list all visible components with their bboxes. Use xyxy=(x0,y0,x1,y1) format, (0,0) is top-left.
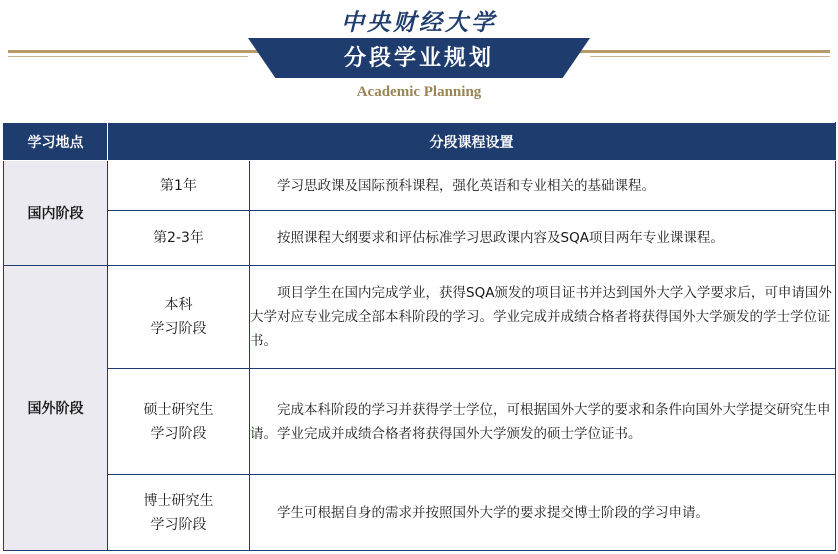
description-cell xyxy=(250,369,836,475)
decorative-thin-line-right xyxy=(590,56,830,57)
decorative-thin-line-left xyxy=(8,56,248,57)
column-header-courses: 分段课程设置 xyxy=(108,123,836,161)
decorative-line-right xyxy=(578,50,830,53)
table-row xyxy=(4,211,836,266)
description-text: 学习思政课及国际预科课程，强化英语和专业相关的基础课程。 xyxy=(277,177,655,194)
table-row xyxy=(4,161,836,211)
description-text: 按照课程大纲要求和评估标准学习思政课内容及SQA项目两年专业课课程。 xyxy=(277,230,724,246)
stage-cell: 博士研究生 学习阶段 xyxy=(108,475,250,551)
planning-table xyxy=(3,122,836,551)
location-cell: 国外阶段 xyxy=(4,266,108,551)
description-cell xyxy=(250,266,836,369)
table-header-row xyxy=(4,123,836,161)
description-cell xyxy=(250,211,836,266)
description-cell xyxy=(250,475,836,551)
stage-cell: 第2-3年 xyxy=(108,211,250,266)
stage-cell: 第1年 xyxy=(108,161,250,211)
description-text: 完成本科阶段的学习并获得学士学位，可根据国外大学的要求和条件向国外大学提交研究生申请。学业完成并成绩合格者将获得国外大学颁发的硕士学位证书。 xyxy=(250,401,831,442)
page-header xyxy=(0,0,838,115)
table-row xyxy=(4,369,836,475)
page-subtitle: Academic Planning xyxy=(356,84,482,100)
table-row xyxy=(4,475,836,551)
table-row xyxy=(4,266,836,369)
description-text: 学生可根据自身的需求并按照国外大学的要求提交博士阶段的学习申请。 xyxy=(277,504,709,521)
description-text: 项目学生在国内完成学业，获得SQA颁发的项目证书并达到国外大学入学要求后，可申请国外大学对应专业完成全部本科阶段的学习。学业完成并成绩合格者将获得国外大学颁发的学士学位证书。 xyxy=(250,285,832,349)
stage-cell: 本科 学习阶段 xyxy=(108,266,250,369)
description-cell xyxy=(250,161,836,211)
stage-cell: 硕士研究生 学习阶段 xyxy=(108,369,250,475)
decorative-line-left xyxy=(8,50,260,53)
location-cell: 国内阶段 xyxy=(4,161,108,266)
page-title: 分段学业规划 xyxy=(343,45,494,71)
column-header-location: 学习地点 xyxy=(4,123,108,161)
university-logo-text: 中央财经大学 xyxy=(341,9,497,36)
